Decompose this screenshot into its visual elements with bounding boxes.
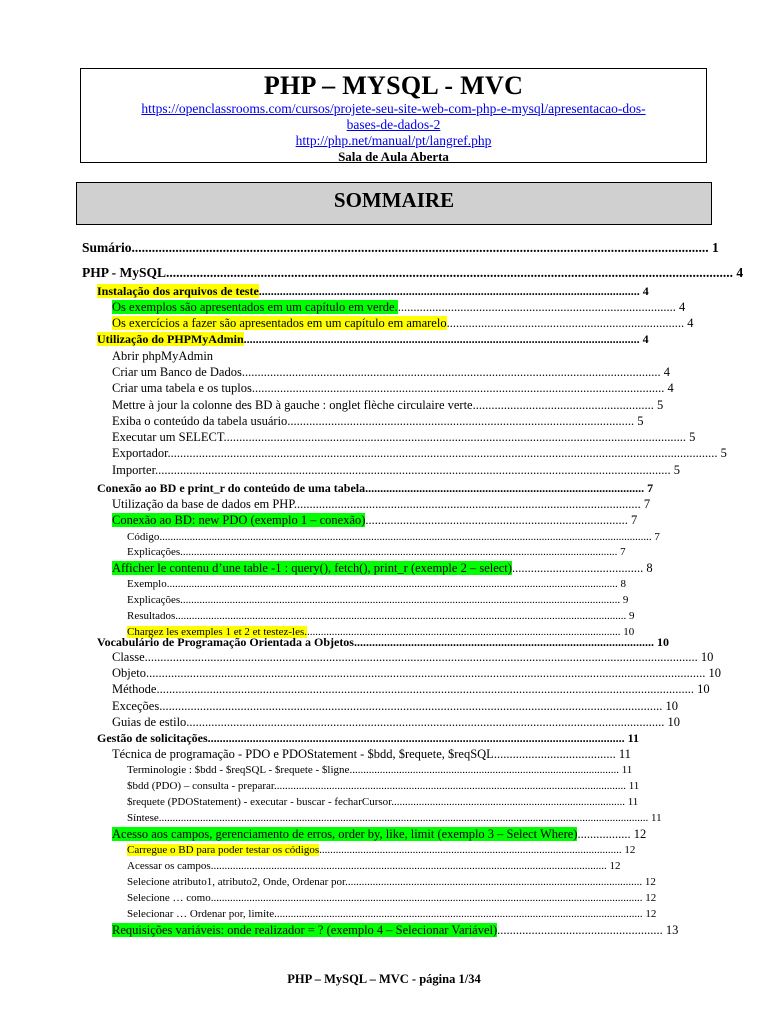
toc-leader-dots: ................................................................................................................................ xyxy=(273,780,626,792)
toc-leader-dots: ............................................................................................................................... xyxy=(258,284,640,298)
toc-entry-text: Classe xyxy=(112,650,145,664)
toc-entry[interactable] xyxy=(112,826,649,842)
toc-entry[interactable] xyxy=(112,560,652,576)
toc-leader-dots: ............................................................................................. xyxy=(365,481,645,495)
toc-leader-dots: .................................................................................................................................... xyxy=(251,381,665,395)
toc-entry-text: PHP - MySQL xyxy=(82,265,166,280)
toc-page-number: 5 xyxy=(717,446,727,460)
toc-leader-dots: .................................................................................................................................................... xyxy=(223,430,687,444)
toc-entry-text: Importer xyxy=(112,463,156,477)
sommaire-heading: SOMMAIRE xyxy=(76,182,712,225)
toc-entry[interactable] xyxy=(112,315,694,331)
toc-page-number: 4 xyxy=(664,381,674,395)
toc-entry[interactable] xyxy=(127,874,688,890)
toc-leader-dots: ................................................................................................................................................................................... xyxy=(146,666,706,680)
toc-leader-dots: .......................................... xyxy=(511,561,644,575)
toc-leader-dots: ................................................................................................................................................ xyxy=(210,860,607,872)
toc-entry-text: Explicações xyxy=(127,546,181,558)
toc-page-number: 11 xyxy=(624,731,639,745)
toc-leader-dots: ...................................................................................................................................... xyxy=(241,365,661,379)
toc-entry-text: Os exercícios a fazer são apresentados em um capítulo em amarelo xyxy=(112,316,447,330)
toc-leader-dots: ................................................................................................................................................................................. xyxy=(144,650,698,664)
toc-leader-dots: ..................................................... xyxy=(497,923,663,937)
toc-leader-dots: .................................................................................................... xyxy=(353,635,654,649)
toc-page-number: 7 xyxy=(640,497,651,511)
toc-entry[interactable] xyxy=(97,283,653,299)
toc-entry[interactable] xyxy=(112,698,678,714)
toc-entry-text: $bdd (PDO) – consulta - preparar xyxy=(127,780,274,792)
toc-entry-text: Méthode xyxy=(112,682,157,696)
toc-entry-text: Guias de estilo xyxy=(112,715,187,729)
toc-entry-text: Chargez les exemples 1 et 2 et testez-les. xyxy=(127,626,308,638)
toc-entry[interactable] xyxy=(127,794,665,810)
toc-leader-dots: ........................................................................................................................................................................... xyxy=(131,240,709,255)
toc-leader-dots: ..................................................................................................................................................................... xyxy=(155,463,671,477)
toc-page-number: 12 xyxy=(621,844,636,856)
toc-leader-dots: ........................................................................................................................................................................ xyxy=(166,265,733,280)
toc-leader-dots: .............................................................................................................. xyxy=(319,844,622,856)
toc-entry-text: Selecione atributo1, atributo2, Onde, Ordenar por xyxy=(127,876,346,888)
toc-leader-dots: ............................................................................ xyxy=(446,316,685,330)
toc-leader-dots: ........................................................................................................................................... xyxy=(207,731,625,745)
toc-entry-text: Exceções xyxy=(112,699,160,713)
toc-entry[interactable] xyxy=(112,397,664,413)
toc-page-number: 11 xyxy=(615,747,631,761)
toc-page-number: 12 xyxy=(642,908,657,920)
toc-leader-dots: ...................................................................................................................................... xyxy=(274,908,643,920)
toc-entry-text: Criar uma tabela e os tuplos xyxy=(112,381,252,395)
toc-entry-text: Mettre à jour la colonne des BD à gauche : onglet flèche circulaire verte xyxy=(112,398,473,412)
toc-entry[interactable] xyxy=(82,240,719,256)
toc-page-number: 10 xyxy=(693,682,710,696)
openclassrooms-link-line1: https://openclassrooms.com/cursos/projete-seu-site-web-com-php-e-mysql/apresentacao-dos- xyxy=(141,101,646,116)
toc-entry[interactable] xyxy=(112,512,638,528)
toc-page-number: 12 xyxy=(642,892,657,904)
toc-entry[interactable] xyxy=(127,858,662,874)
toc-entry[interactable] xyxy=(97,480,658,496)
toc-entry-text: Os exemplos são apresentados em um capítulo em verde. xyxy=(112,300,398,314)
toc-leader-dots: .................................................................................................................................................................... xyxy=(175,610,627,622)
toc-entry[interactable] xyxy=(112,746,631,762)
toc-leader-dots: ..................................................................................... xyxy=(391,796,625,808)
toc-entry[interactable] xyxy=(127,576,672,592)
toc-entry[interactable] xyxy=(127,906,695,922)
toc-entry-text: Exiba o conteúdo da tabela usuário xyxy=(112,414,288,428)
toc-page-number: 1 xyxy=(708,240,719,255)
toc-page-number: 4 xyxy=(660,365,670,379)
toc-entry-text: Afficher le contenu d’une table -1 : query(), fetch(), print_r (exemple 2 – select) xyxy=(112,561,512,575)
toc-entry-text: Exemplo xyxy=(127,578,167,590)
toc-page-number: 10 xyxy=(664,715,681,729)
toc-page-number: 11 xyxy=(618,764,633,776)
toc-leader-dots: ................................................................................................................................................................ xyxy=(180,594,621,606)
toc-leader-dots: ....................................... xyxy=(493,747,616,761)
toc-entry-text: $requete (PDOStatement) - executar - buscar - fecharCursor xyxy=(127,796,392,808)
toc-entry[interactable] xyxy=(112,649,714,665)
toc-entry[interactable] xyxy=(112,496,651,512)
toc-page-number: 10 xyxy=(653,635,669,649)
toc-entry[interactable] xyxy=(82,265,744,281)
toc-entry[interactable] xyxy=(127,762,660,778)
toc-page-number: 5 xyxy=(686,430,696,444)
toc-page-number: 5 xyxy=(634,414,644,428)
toc-entry-text: Utilização do PHPMyAdmin xyxy=(97,332,244,346)
toc-page-number: 4 xyxy=(733,265,744,280)
toc-page-number: 8 xyxy=(617,578,626,590)
toc-entry[interactable] xyxy=(127,529,709,545)
toc-leader-dots: ................................................................................................................................................................................... xyxy=(159,531,652,543)
toc-page-number: 10 xyxy=(697,650,714,664)
toc-entry-text: Executar um SELECT xyxy=(112,430,224,444)
toc-entry-text: Carregue o BD para poder testar os códigos xyxy=(127,844,320,856)
header-subtitle: Sala de Aula Aberta xyxy=(338,149,449,164)
toc-page-number: 4 xyxy=(639,284,649,298)
toc-page-number: 10 xyxy=(662,699,678,713)
toc-leader-dots: .................................................................................................. xyxy=(349,764,619,776)
toc-entry-text: Abrir phpMyAdmin xyxy=(112,349,214,363)
toc-leader-dots: .................................................................................... xyxy=(365,513,628,527)
toc-entry[interactable] xyxy=(112,445,727,461)
toc-page-number: 7 xyxy=(627,513,638,527)
toc-entry-text: Conexão ao BD: new PDO (exemplo 1 – conexão) xyxy=(112,513,366,527)
toc-entry[interactable] xyxy=(112,364,670,380)
toc-entry[interactable] xyxy=(112,681,710,697)
toc-page-number: 4 xyxy=(684,316,694,330)
toc-entry-text: Vocabulário de Programação Orientada a Objetos xyxy=(97,635,354,649)
toc-leader-dots: ................. xyxy=(577,827,631,841)
toc-page-number: 7 xyxy=(651,531,660,543)
toc-leader-dots: ......................................................................................................................................................... xyxy=(186,715,665,729)
document-title: PHP – MYSQL - MVC xyxy=(263,71,524,100)
toc-entry[interactable] xyxy=(127,592,671,608)
toc-leader-dots: ............................................................................................................................................................... xyxy=(180,546,618,558)
toc-entry[interactable] xyxy=(127,608,680,624)
toc-page-number: 10 xyxy=(620,626,635,638)
toc-entry-text: Síntese xyxy=(127,812,159,824)
toc-entry[interactable] xyxy=(112,413,644,429)
toc-entry[interactable] xyxy=(127,890,700,906)
toc-page-number: 4 xyxy=(675,300,686,314)
toc-leader-dots: .................................................................................................................................................................................. xyxy=(158,812,649,824)
php-manual-link[interactable]: http://php.net/manual/pt/langref.php xyxy=(295,133,492,148)
toc-entry-text: Acesso aos campos, gerenciamento de erros, order by, like, limit (exemplo 3 – Select Where) xyxy=(112,827,578,841)
toc-entry-text: Explicações xyxy=(127,594,181,606)
toc-leader-dots: ............................................................................................................ xyxy=(345,876,643,888)
toc-entry-text: Exportador xyxy=(112,446,168,460)
toc-leader-dots: ......................................................................................... xyxy=(397,300,676,314)
toc-leader-dots: .................................................................................................................................................................... xyxy=(166,578,618,590)
toc-entry[interactable] xyxy=(127,810,711,826)
toc-page-number: 10 xyxy=(705,666,722,680)
toc-leader-dots: .................................................................................................................. xyxy=(307,626,621,638)
toc-page-number: 12 xyxy=(606,860,621,872)
toc-page-number: 7 xyxy=(644,481,654,495)
toc-leader-dots: ................................................................................................................................................................. xyxy=(159,699,663,713)
toc-entry-text: Selecione … como xyxy=(127,892,211,904)
toc-entry[interactable] xyxy=(127,778,676,794)
toc-page-number: 7 xyxy=(617,546,626,558)
toc-entry-text: Instalação dos arquivos de teste xyxy=(97,284,259,298)
toc-page-number: 4 xyxy=(639,332,649,346)
page-footer: PHP – MySQL – MVC - página 1/34 xyxy=(287,972,481,986)
toc-entry[interactable] xyxy=(112,348,213,364)
toc-entry-text: Objeto xyxy=(112,666,147,680)
toc-entry[interactable] xyxy=(97,730,643,746)
toc-page-number: 9 xyxy=(626,610,635,622)
toc-entry[interactable] xyxy=(112,299,686,315)
toc-entry[interactable] xyxy=(97,634,672,650)
toc-entry-text: Requisições variáveis: onde realizador = ? (exemplo 4 – Selecionar Variável) xyxy=(112,923,498,937)
toc-page-number: 5 xyxy=(670,463,681,477)
toc-entry-text: Criar um Banco de Dados xyxy=(112,365,242,379)
toc-page-number: 11 xyxy=(625,780,640,792)
toc-entry-text: Terminologie : $bdd - $reqSQL - $requete - $ligne xyxy=(127,764,350,776)
toc-leader-dots: ................................................................................................................................................................................ xyxy=(167,446,718,460)
toc-entry[interactable] xyxy=(112,665,722,681)
toc-page-number: 8 xyxy=(643,561,653,575)
toc-leader-dots: .................................................................................................................................... xyxy=(243,332,640,346)
toc-leader-dots: ............................................................................................................................................................................ xyxy=(156,682,694,696)
openclassrooms-link-line2: bases-de-dados-2 xyxy=(346,117,441,132)
toc-entry-text: Acessar os campos xyxy=(127,860,211,872)
toc-entry[interactable] xyxy=(112,714,681,730)
toc-entry-text: Selecionar … Ordenar por, limite xyxy=(127,908,275,920)
toc-page-number: 12 xyxy=(642,876,656,888)
toc-entry[interactable] xyxy=(112,380,674,396)
toc-leader-dots: ............................................................................................................... xyxy=(293,497,641,511)
toc-entry[interactable] xyxy=(112,462,681,478)
toc-page-number: 5 xyxy=(653,398,664,412)
toc-leader-dots: ............................................................................................................... xyxy=(287,414,635,428)
toc-page-number: 11 xyxy=(624,796,639,808)
openclassrooms-link[interactable] xyxy=(81,101,706,133)
toc-entry-text: Gestão de solicitações xyxy=(97,731,208,745)
toc-entry-text: Utilização da base de dados em PHP xyxy=(112,497,294,511)
toc-entry[interactable] xyxy=(97,331,652,347)
toc-page-number: 13 xyxy=(662,923,679,937)
toc-page-number: 9 xyxy=(620,594,629,606)
toc-page-number: 12 xyxy=(630,827,647,841)
toc-entry[interactable] xyxy=(112,429,696,445)
toc-entry[interactable] xyxy=(127,544,670,560)
toc-entry[interactable] xyxy=(112,922,677,938)
document-header xyxy=(80,68,707,163)
toc-entry-text: Sumário xyxy=(82,240,132,255)
toc-entry-text: Técnica de programação - PDO e PDOStatement - $bdd, $requete, $reqSQL xyxy=(112,747,494,761)
toc-leader-dots: ............................................................................................................................................................. xyxy=(210,892,643,904)
toc-entry-text: Código xyxy=(127,531,160,543)
toc-entry-text: Conexão ao BD e print_r do conteúdo de uma tabela xyxy=(97,481,366,495)
toc-entry[interactable] xyxy=(127,842,668,858)
toc-leader-dots: .......................................................... xyxy=(472,398,654,412)
toc-page-number: 11 xyxy=(648,812,662,824)
toc-entry-text: Resultados xyxy=(127,610,176,622)
